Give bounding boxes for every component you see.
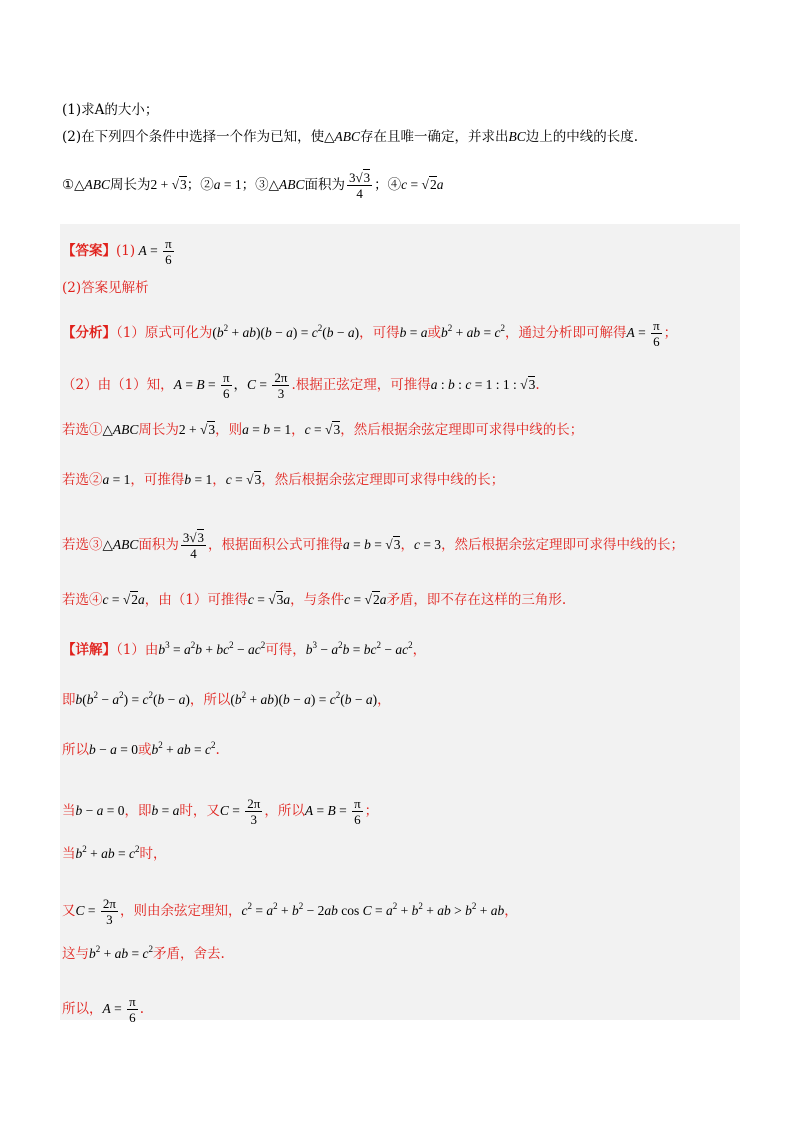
analysis-label: 【分析】 — [62, 325, 116, 341]
answer-label: 【答案】 — [62, 243, 116, 259]
detail-line-3: 所以b − a = 0或$b^2$ + ab = $c^2$. — [62, 740, 220, 758]
q2-bc: BC — [508, 129, 526, 144]
answer-line-2 — [62, 278, 149, 298]
detail-label: 【详解】 — [62, 642, 116, 658]
answer-part1: (1) — [116, 243, 136, 259]
detail-line-5: 当$b^2$ + ab = $c^2$时， — [62, 844, 167, 862]
answer-line-1: 【答案】(1) A = $\frac{\pi}{6}$ — [62, 236, 172, 267]
cond1-text: 周长为 — [110, 177, 151, 193]
cond4-text: ；④ — [374, 177, 402, 193]
q2-pre: (2)在下列四个条件中选择一个作为已知，使 — [62, 129, 325, 145]
detail-line-1: 【详解】（1）由$b^3 = a^2b + bc^2 - ac^2$可得，$b^3 - a^2b = bc^2 - ac^2$， — [62, 640, 427, 658]
detail-line-7: 这与$b^2$ + ab = $c^2$矛盾，舍去. — [62, 944, 225, 962]
detail-line-2: 即$b(b^2 - a^2) = c^2(b - a)$，所以$(b^2 + ab)(b - a) = c^2(b - a)$， — [62, 690, 391, 708]
analysis-option-3: 若选③△ABC面积为 $\frac{3√3}{4}$ ，根据面积公式可推得a = b = √3，c = 3，然后根据余弦定理即可求得中线的长； — [62, 530, 685, 561]
detail-line-8: 所以，A = $\frac{\pi}{6}$ . — [62, 994, 144, 1025]
detail-line-4: 当b − a = 0，即b = a时，又C = $\frac{2\pi}{3}$ ，所以A = B = $\frac{\pi}{6}$ ； — [62, 796, 379, 827]
q2-post: 边上的中线的长度. — [525, 129, 639, 145]
q2-tri: ABC — [334, 129, 361, 144]
analysis-option-1: 若选①△ABC周长为2 + √3，则a = b = 1，c = √3，然后根据余弦定理即可求得中线的长； — [62, 422, 584, 438]
analysis-line-1: 【分析】（1）原式可化为$(b^2 + ab)(b - a) = c^2(b - a)$，可得b = a或$b^2$ + ab = $c^2$，通过分析即可解得A = $\frac{\pi}{6}$ ； — [62, 318, 678, 349]
analysis-line-2: （2）由（1）知，A = B = $\frac{\pi}{6}$ ，C = $\frac{2\pi}{3}$ .根据正弦定理，可推得a : b : c = 1 : 1 : √3. — [62, 370, 540, 401]
detail-line-6: 又C = $\frac{2\pi}{3}$ ，则由余弦定理知，$c^2 = a^2 + b^2 - 2ab$ $\cos C = a^2 + b^2$ + ab > $b^2$ + ab， — [62, 896, 518, 927]
question-part-1 — [62, 100, 158, 120]
answer-part2: (2)答案见解析 — [62, 280, 149, 296]
question-conditions: ①△ABC周长为2 + √3；②a = 1；③△ABC面积为 $\frac{3√3}{4}$ ；④c = √2a — [62, 170, 444, 201]
cond3-text: 面积为 — [304, 177, 346, 193]
analysis-option-4: 若选④c = √2a，由（1）可推得c = √3a，与条件c = √2a矛盾，即不存在这样的三角形. — [62, 592, 567, 608]
analysis-option-2: 若选②a = 1，可推得b = 1，c = √3，然后根据余弦定理即可求得中线的长； — [62, 472, 505, 488]
q1-text: (1)求A的大小； — [62, 102, 159, 118]
question-part-2: (2)在下列四个条件中选择一个作为已知，使△ABC存在且唯一确定，并求出BC边上的中线的长度. — [62, 129, 639, 145]
q2-mid: 存在且唯一确定，并求出 — [360, 129, 509, 145]
cond2-text: ；② — [186, 177, 214, 193]
